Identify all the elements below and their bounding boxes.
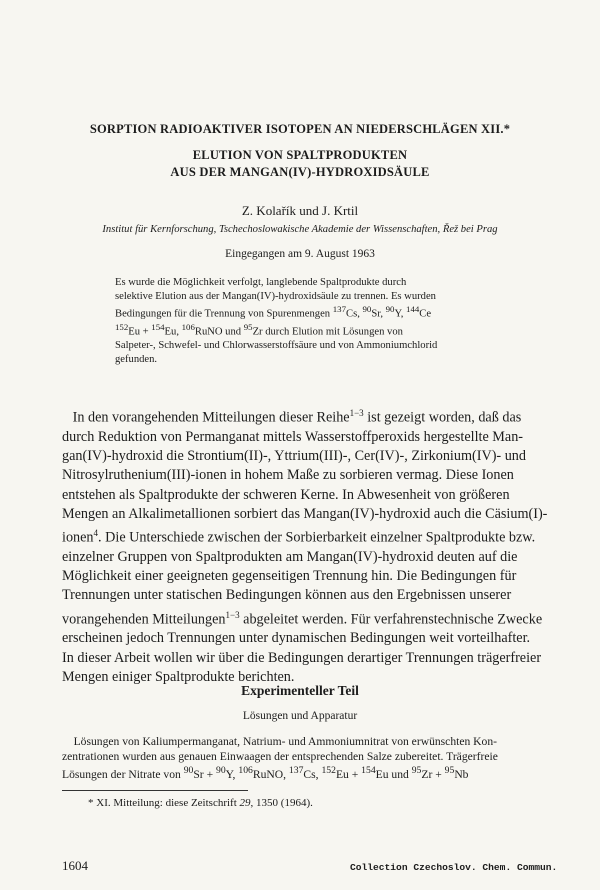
abstract <box>115 276 510 367</box>
abstract-line: selektive Elution aus der Mangan(IV)-hydroxidsäule zu trennen. Es wurden <box>115 290 436 302</box>
authors: Z. Kolařík und J. Krtil <box>241 203 359 218</box>
body-line: einzelner Gruppen von Spaltprodukten am Mangan(IV)-hydroxid deuten auf die <box>62 548 518 565</box>
footnote: * XI. Mitteilung: diese Zeitschrift 29, 1350 (1964). <box>88 797 313 809</box>
body-line: durch Reduktion von Permanganat mittels Wasserstoffperoxids hergestellte Man- <box>62 428 524 445</box>
footnote-divider <box>62 790 248 791</box>
body-line: Mengen einiger Spaltprodukte berichten. <box>62 668 295 685</box>
body-line: Trennungen unter statischen Bedingungen können aus den Ergebnissen unserer <box>62 587 512 604</box>
body-paragraph <box>62 404 564 687</box>
body-line: Nitrosylruthenium(III)-ionen in hohem Maße zu sorbieren vermag. Diese Ionen <box>62 467 514 484</box>
para-line: Lösungen von Kaliumpermanganat, Natrium- und Ammoniumnitrat von erwünschten Kon- <box>73 735 498 748</box>
abstract-line: Salpeter-, Schwefel- und Chlorwasserstoffsäure und von Ammoniumchlorid <box>115 340 438 352</box>
body-line: Möglichkeit einer geeigneten gegenseitigen Trennung hin. Die Bedingungen für <box>62 568 517 585</box>
title-line-3: AUS DER MANGAN(IV)-HYDROXIDSÄULE <box>170 165 430 179</box>
body-line: ionen$^4$. Die Unterschiede zwischen der Sorbierbarkeit einzelner Spaltprodukte bzw. <box>62 527 536 546</box>
body-line: In den vorangehenden Mitteilungen dieser Reihe$^{1-3}$ ist gezeigt worden, daß das <box>72 408 522 426</box>
title-line-2: ELUTION VON SPALTPRODUKTEN <box>192 148 408 162</box>
abstract-line: Bedingungen für die Trennung von Spurenmengen $^{137}$Cs, $^{90}$Sr, $^{90}$Y, $^{144}$Ce <box>115 304 432 320</box>
body-line: In dieser Arbeit wollen wir über die Bedingungen derartiger Trennungen trägerfreier <box>62 649 542 666</box>
body-line: Mengen an Alkalimetallionen sorbiert das Mangan(IV)-hydroxid auch die Cäsium(I)- <box>62 505 548 522</box>
body-line: vorangehenden Mitteilungen$^{1-3}$ abgeleitet werden. Für verfahrenstechnische Zwecke <box>62 609 543 628</box>
title-line-1: SORPTION RADIOAKTIVER ISOTOPEN AN NIEDERSCHLÄGEN XII.* <box>89 122 511 136</box>
journal-name: Collection Czechoslov. Chem. Commun. <box>350 862 558 873</box>
received-date: Eingegangen am 9. August 1963 <box>225 248 375 260</box>
experimental-paragraph <box>62 735 564 783</box>
abstract-line: $^{152}$Eu + $^{154}$Eu, $^{106}$RuNO und $^{95}$Zr durch Elution mit Lösungen von <box>115 322 403 338</box>
page-number: 1604 <box>62 858 88 873</box>
subsection-heading: Lösungen und Apparatur <box>242 710 358 722</box>
body-line: gan(IV)-hydroxid die Strontium(II)-, Yttrium(III)-, Cer(IV)-, Zirkonium(IV)- und <box>62 448 526 465</box>
para-line: zentrationen wurden aus genauen Einwaagen der entsprechenden Salze zubereitet. Trägerfreie <box>62 749 498 763</box>
body-line: erscheinen jedoch Trennungen unter dynamischen Bedingungen weit vorteilhafter. <box>62 630 531 647</box>
body-line: entstehen als Spaltprodukte der schweren Kerne. In Abwesenheit von größeren <box>62 486 510 503</box>
affiliation: Institut für Kernforschung, Tschechoslowakische Akademie der Wissenschaften, Řež bei Prag <box>102 224 498 235</box>
section-heading: Experimenteller Teil <box>241 683 359 698</box>
abstract-line: Es wurde die Möglichkeit verfolgt, langlebende Spaltprodukte durch <box>115 277 407 288</box>
para-line: Lösungen der Nitrate von $^{90}$Sr + $^{90}$Y, $^{106}$RuNO, $^{137}$Cs, $^{152}$Eu + $^{154}$Eu und $^{95}$Zr + $^{95}$Nb <box>62 765 469 782</box>
abstract-line: gefunden. <box>115 354 158 366</box>
